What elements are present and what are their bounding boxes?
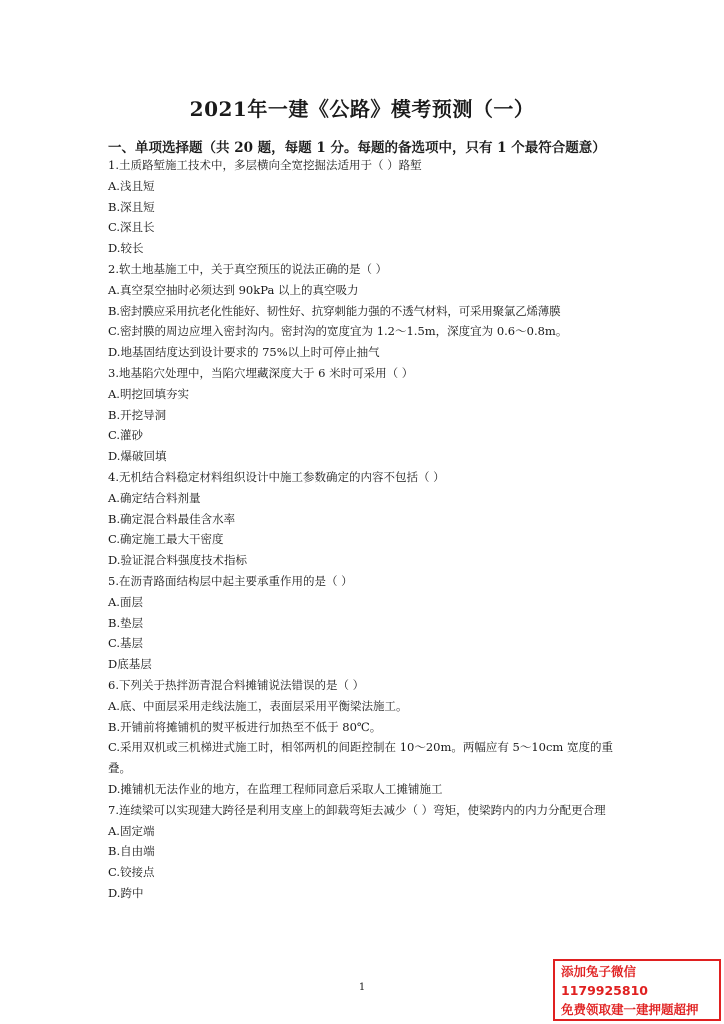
text-line: 2.软土地基施工中，关于真空预压的说法正确的是（ ） [108, 261, 388, 276]
text-line: C.灌砂 [108, 428, 144, 443]
text-line: B.自由端 [108, 844, 155, 859]
text-line: D.地基固结度达到设计要求的 75%以上时可停止抽气 [108, 345, 380, 360]
watermark-line: 添加兔子微信 [561, 964, 637, 979]
watermark-line: 免费领取建一建押题超押 [561, 1002, 699, 1017]
text-line: D底基层 [108, 657, 152, 672]
text-line: A.明挖回填夯实 [108, 386, 189, 401]
text-line: C.确定施工最大干密度 [108, 532, 224, 547]
text-line: D.摊铺机无法作业的地方，在监理工程师同意后采取人工摊铺施工 [108, 781, 443, 796]
text-line: B.开挖导洞 [108, 407, 167, 422]
text-line: 7.连续梁可以实现建大跨径是利用支座上的卸载弯矩去减少（ ）弯矩，使梁跨内的内力分配更合理 [108, 802, 606, 817]
text-line: B.深且短 [108, 199, 155, 214]
question-list [108, 155, 618, 904]
watermark-line: 1179925810 [561, 983, 648, 998]
section-heading: 一、单项选择题（共 20 题，每题 1 分。每题的备选项中，只有 1 个最符合题意） [108, 140, 606, 156]
page-title: 2021年一建《公路》模考预测（一） [189, 97, 535, 121]
text-line: B.密封膜应采用抗老化性能好、韧性好、抗穿刺能力强的不透气材料，可采用聚氯乙烯薄膜 [108, 303, 561, 318]
text-line: A.浅且短 [108, 178, 155, 193]
text-line: B.垫层 [108, 615, 144, 630]
text-line: D.较长 [108, 241, 144, 256]
text-line: B.开铺前将摊铺机的熨平板进行加热至不低于 80℃。 [108, 719, 382, 734]
text-line: C.密封膜的周边应埋入密封沟内。密封沟的宽度宜为 1.2～1.5m，深度宜为 0.6～0.8m。 [108, 324, 568, 339]
text-line: C.深且长 [108, 220, 155, 235]
text-line: 4.无机结合料稳定材料组织设计中施工参数确定的内容不包括（ ） [108, 469, 445, 484]
text-line: 6.下列关于热拌沥青混合料摊铺说法错误的是（ ） [108, 677, 365, 692]
text-line: 3.地基陷穴处理中，当陷穴埋藏深度大于 6 米时可采用（ ） [108, 365, 414, 380]
text-line: B.确定混合料最佳含水率 [108, 511, 236, 526]
text-line: A.真空泵空抽时必须达到 90kPa 以上的真空吸力 [108, 282, 359, 297]
text-line: A.底、中面层采用走线法施工，表面层采用平衡梁法施工。 [108, 698, 408, 713]
text-line: A.确定结合料剂量 [108, 490, 201, 505]
text-line: C.基层 [108, 636, 144, 651]
text-line: D.跨中 [108, 885, 144, 900]
text-line: 1.土质路堑施工技术中，多层横向全宽挖掘法适用于（ ）路堑 [108, 158, 422, 172]
text-line: A.面层 [108, 594, 143, 609]
text-line: C.铰接点 [108, 865, 155, 880]
text-line: C.采用双机或三机梯进式施工时，相邻两机的间距控制在 10～20m。两幅应有 5～10cm 宽度的重叠。 [108, 740, 613, 776]
promo-watermark [553, 959, 721, 1021]
text-line: A.固定端 [108, 823, 155, 838]
text-line: D.爆破回填 [108, 449, 167, 464]
text-line: 5.在沥青路面结构层中起主要承重作用的是（ ） [108, 573, 353, 588]
text-line: D.验证混合料强度技术指标 [108, 553, 247, 568]
page-number: 1 [358, 982, 366, 993]
